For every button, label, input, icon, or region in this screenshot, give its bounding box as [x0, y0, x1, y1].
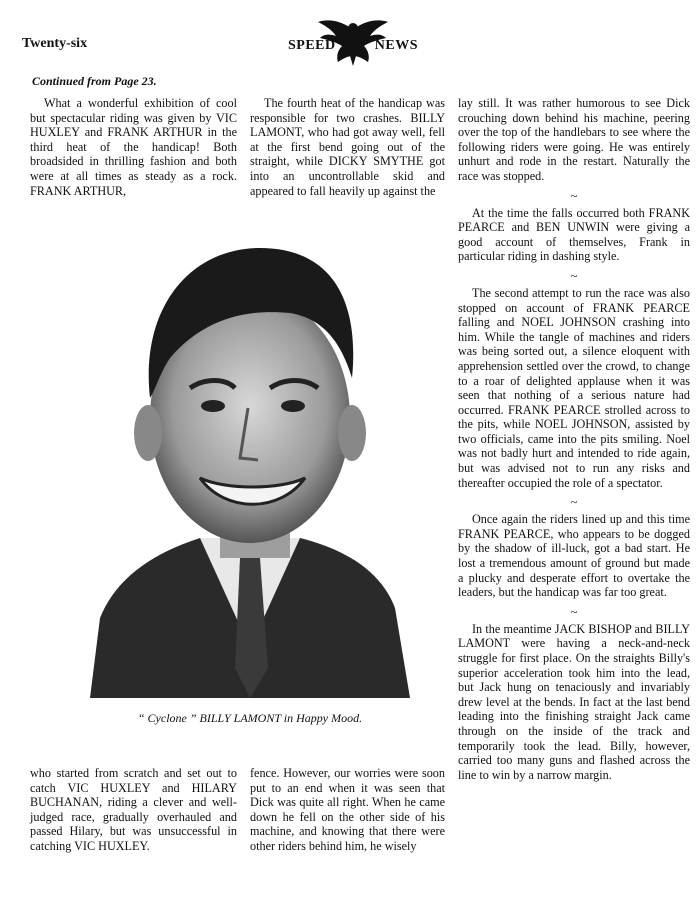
- paragraph: lay still. It was rather humorous to see Dick crouching down behind his machine, peering over the top of the handlebars to see where the following riders were going. He was entirely unhurt and rode in the restart. Naturally the race was stopped.: [458, 96, 690, 183]
- ornament-divider: ~: [570, 188, 578, 203]
- paragraph: The second attempt to run the race was also stopped on account of FRANK PEARCE falling and NOEL JOHNSON crashing into him. While the tangle of machines and riders was being sorted out, a silence eloquent with apprehension settled over the crowd, to change to a roar of delighted applause when it was seen that nothing of a serious nature had occurred. FRANK PEARCE strolled across to the pits, while NOEL JOHNSON, assisted by two officials, came into the pits smiling. Noel was not badly hurt and intended to ride again, but was advised not to run any risks and thereafter occupied the role of a spectator.: [458, 285, 690, 490]
- masthead-right: NEWS: [374, 38, 418, 53]
- ornament-divider: ~: [570, 268, 578, 283]
- paragraph: At the time the falls occurred both FRANK PEARCE and BEN UNWIN were giving a good account of themselves, Frank in particular riding in dashing style.: [458, 205, 690, 264]
- ornament-divider: ~: [570, 495, 578, 510]
- masthead: [288, 16, 418, 68]
- masthead-left: SPEED: [288, 38, 336, 53]
- paragraph: who started from scratch and set out to catch VIC HUXLEY and HILARY BUCHANAN, riding a clever and well-judged race, gradually overhauled and passed Hilary, but was unsuccessful in catching VIC HUXLEY.: [30, 766, 237, 853]
- article-bottom-col1: [30, 766, 237, 854]
- article-top-col2: [250, 96, 445, 198]
- ornament-divider: ~: [570, 604, 578, 619]
- paragraph: What a wonderful exhibition of cool but spectacular riding was given by VIC HUXLEY and FRANK ARTHUR in the third heat of the handicap! Both broadsided in thrilling fashion and both were at all times as steady as a rock. FRANK ARTHUR,: [30, 96, 237, 198]
- photo-caption: “ Cyclone ” BILLY LAMONT in Happy Mood.: [137, 711, 363, 725]
- paragraph: fence. However, our worries were soon put to an end when it was seen that Dick was quite all right. When he came down he fell on the other side of his machine, and knowing that there were other riders behind him, he wisely: [250, 766, 445, 853]
- continued-note: Continued from Page 23.: [32, 74, 157, 88]
- page-number: Twenty-six: [22, 36, 88, 51]
- article-bottom-col2: [250, 766, 445, 854]
- article-right-column: [458, 96, 690, 782]
- paragraph: In the meantime JACK BISHOP and BILLY LAMONT were having a neck-and-neck struggle for first place. On the straights Billy's superior acceleration took him into the lead, but Jack hung on tenaciously and invariably drew level at the bends. In fact at the last bend leading into the finishing straight Jack came through on the inside of the track and temporarily took the lead. Billy, however, carried too many guns and flashed across the line to win by a narrow margin.: [458, 621, 690, 782]
- portrait-photo: [90, 228, 410, 698]
- article-top-col1: [30, 96, 237, 198]
- paragraph: Once again the riders lined up and this time FRANK PEARCE, who appears to be dogged by the shadow of ill-luck, got a bad start. He lost a tremendous amount of ground but made a plucky and desperate effort to overtake the leaders, but the handicap was far too great.: [458, 512, 690, 600]
- paragraph: The fourth heat of the handicap was responsible for two crashes. BILLY LAMONT, who had got away well, fell at the first bend going out of the straight, while DICKY SMYTHE got into an uncontrollable skid and appeared to fall heavily up against the: [250, 96, 445, 198]
